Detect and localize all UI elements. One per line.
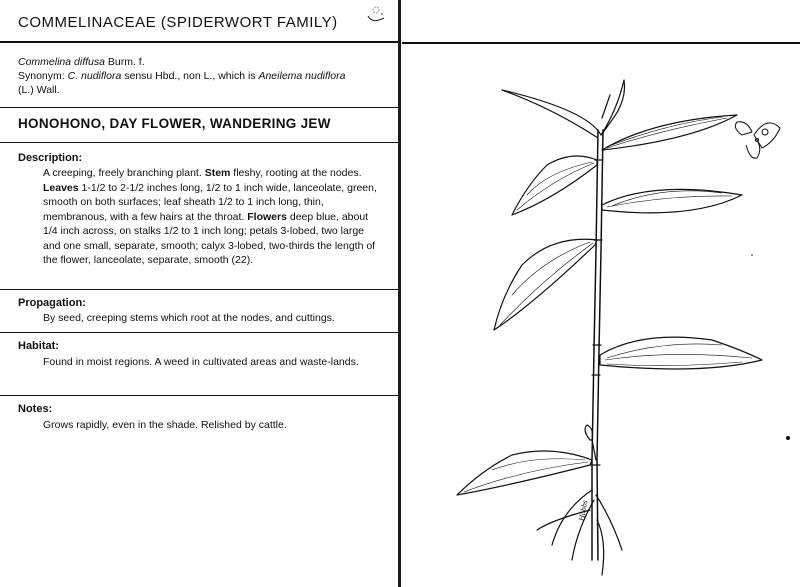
desc-part-1: A creeping, freely branching plant.: [43, 167, 205, 179]
synonym-end: (L.) Wall.: [18, 84, 60, 96]
notes-text: Grows rapidly, even in the shade. Relished by cattle.: [43, 419, 287, 431]
habitat-text: Found in moist regions. A weed in cultivated areas and waste-lands.: [43, 356, 359, 368]
flower-detail: [735, 122, 780, 159]
synonym-mid: sensu Hbd., non L., which is: [121, 70, 259, 82]
plant-illustration: [402, 0, 800, 587]
desc-part-4: deep blue, about 1/4 inch across, on stalks 1/2 to 1 inch long; petals 3-lobed, two large and one small, separate, smooth; calyx 3-lobed, two-thirds the length of the flower, lanceolate, separate, smooth (22).: [43, 210, 376, 266]
genus-species: Commelina diffusa: [18, 56, 105, 68]
habitat-rule: [0, 395, 398, 396]
family-title: COMMELINACEAE (SPIDERWORT FAMILY): [18, 14, 338, 31]
synonym-alt: Aneilema nudiflora: [258, 70, 346, 82]
header-rule: [0, 41, 398, 43]
synonym-name: C. nudiflora: [67, 70, 122, 82]
scientific-name-block: [18, 55, 378, 97]
description-rule: [0, 289, 398, 290]
description-text: [43, 166, 383, 268]
common-names: HONOHONO, DAY FLOWER, WANDERING JEW: [18, 116, 331, 131]
common-rule: [0, 142, 398, 143]
desc-part-3: 1-1/2 to 2-1/2 inches long, 1/2 to 1 inch wide, lanceolate, green, smooth on both surfaces; leaf sheath 1/2 to 1 inch long, thin, membranous, with a few hairs at the throat.: [43, 181, 377, 223]
right-page: [402, 0, 800, 587]
propagation-text: By seed, creeping stems which root at the nodes, and cuttings.: [43, 312, 335, 324]
left-page: [0, 0, 398, 587]
description-heading: Description:: [18, 152, 83, 164]
propagation-rule: [0, 332, 398, 333]
corner-stamp: [362, 2, 390, 26]
illustrator-signature: Hobbs: [577, 499, 590, 522]
authority: Burm. f.: [104, 56, 145, 68]
leaves-label: Leaves: [43, 181, 79, 194]
habitat-heading: Habitat:: [18, 340, 59, 352]
page-gutter: [398, 0, 401, 587]
desc-part-2: fleshy, rooting at the nodes.: [230, 167, 362, 179]
stem-label: Stem: [204, 167, 231, 179]
sci-rule: [0, 107, 398, 108]
propagation-heading: Propagation:: [18, 297, 86, 309]
synonym-prefix: Synonym:: [18, 70, 68, 82]
flowers-label: Flowers: [247, 210, 287, 223]
notes-heading: Notes:: [18, 403, 53, 415]
